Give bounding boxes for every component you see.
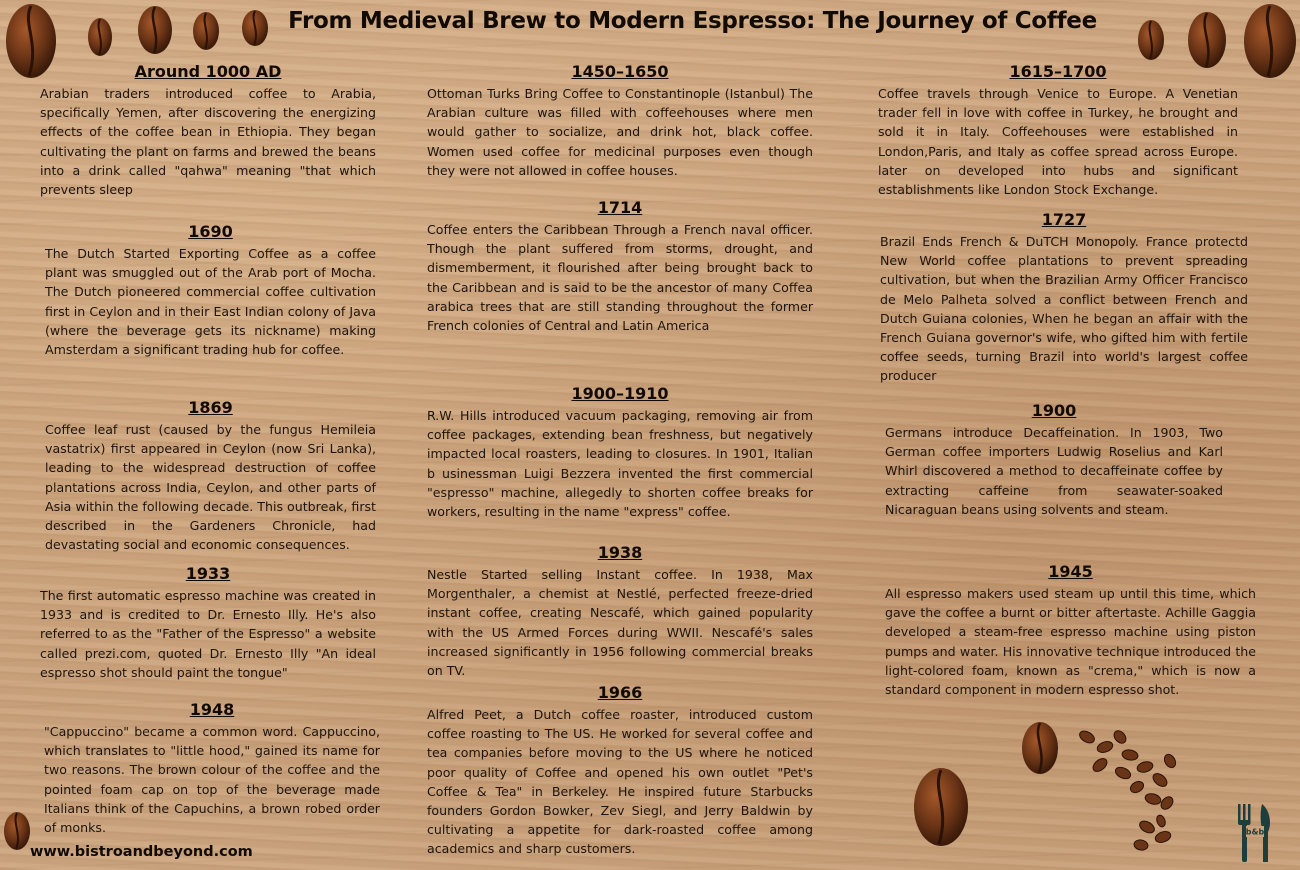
section-body: R.W. Hills introduced vacuum packaging, removing air from coffee packages, extending bean freshness, but negatively impacted local roasters, leading to closures. In 1901, Italian b usinessman Luigi Bezzera invented the first commercial "espresso" machine, allegedly to shorten coffee breaks for workers, resulting in the name "express" coffee.: [427, 408, 813, 520]
coffee-bean-icon: [2, 810, 32, 852]
coffee-bean-icon: [1075, 725, 1185, 855]
section-body: All espresso makers used steam up until this time, which gave the coffee a burnt or bitter aftertaste. Achille Gaggia developed a steam-free espresso machine using piston pumps and water. His innovative technique introduced the light-colored foam, known as "crema," which is now a standard component in modern espresso shot.: [885, 586, 1256, 698]
section-heading: 1938: [597, 543, 643, 562]
section-heading: 1948: [189, 700, 235, 719]
section-body: Alfred Peet, a Dutch coffee roaster, introduced custom coffee roasting to The US. He worked for several coffee and tea companies before moving to the US where he noticed poor quality of Coffee and opened his own outlet "Pet's Coffee & Tea" in Berkeley. He inspired future Starbucks founders Gordon Bowker, Zev Siegl, and Jerry Baldwin by cultivating a appetite for dark-roasted coffee among academics and sharp customers.: [427, 707, 813, 857]
timeline-section-1966: [427, 683, 813, 859]
section-heading: 1615–1700: [1009, 62, 1107, 81]
section-heading: 1900: [1031, 401, 1077, 420]
coffee-bean-icon: [86, 16, 114, 58]
timeline-section-1000: [40, 62, 376, 199]
timeline-section-1948: [44, 700, 380, 837]
coffee-bean-icon: [136, 4, 174, 56]
coffee-bean-icon: [191, 10, 221, 52]
timeline-section-1900: [885, 401, 1223, 519]
section-heading: 1933: [185, 564, 231, 583]
section-heading: 1690: [188, 222, 233, 241]
coffee-bean-icon: [1136, 18, 1166, 62]
timeline-section-1615: [878, 62, 1238, 199]
section-body: Coffee travels through Venice to Europe. A Venetian trader fell in love with coffee in Turkey, he brought and sold it in Italy. Coffeehouses were established in London,Paris, and Italy as coffee spread across Europe. later on developed into hubs and significant establishments like London Stock Exchange.: [878, 86, 1238, 198]
section-heading: 1900–1910: [571, 384, 669, 403]
section-body: Brazil Ends French & DuTCH Monopoly. France protectd New World coffee plantations to prevent spreading cultivation, but when the Brazilian Army Officer Francisco de Melo Palheta solved a conflict between French and Dutch Guiana colonies, When he began an affair with the French Guiana governor's wife, who gifted him with fertile coffee seeds, turning Brazil into world's largest coffee producer: [880, 234, 1248, 384]
section-body: The Dutch Started Exporting Coffee as a coffee plant was smuggled out of the Arab port of Mocha. The Dutch pioneered commercial coffee cultivation first in Ceylon and in their East Indian colony of Java (where the beverage gets its nickname) making Amsterdam a significant trading hub for coffee.: [45, 246, 376, 358]
section-body: "Cappuccino" became a common word. Cappuccino, which translates to "little hood," gained its name for two reasons. The brown colour of the coffee and the pointed foam cap on top of the beverage made Italians think of the Capuchins, a brown robed order of monks.: [44, 724, 380, 836]
section-heading: 1450–1650: [571, 62, 669, 81]
section-body: Arabian traders introduced coffee to Arabia, specifically Yemen, after discovering the energizing effects of the coffee bean in Ethiopia. They began cultivating the plant on farms and brewed the beans into a drink called "qahwa" meaning "that which prevents sleep: [40, 86, 376, 198]
website-footer: www.bistroandbeyond.com: [30, 844, 253, 860]
timeline-section-1900-1910: [427, 384, 813, 521]
timeline-section-1727: [880, 210, 1248, 386]
timeline-section-1869: [45, 398, 376, 554]
section-heading: Around 1000 AD: [134, 62, 282, 81]
timeline-section-1945: [885, 562, 1256, 699]
section-body: Ottoman Turks Bring Coffee to Constantinople (Istanbul) The Arabian culture was filled with coffeehouses where men would gather to socialize, and drink hot, black coffee. Women used coffee for medicinal purposes even though they were not allowed in coffee houses.: [427, 86, 813, 178]
timeline-section-1933: [40, 564, 376, 682]
section-body: Coffee enters the Caribbean Through a French naval officer. Though the plant suffered from storms, drought, and dismemberment, it flourished after being brought back to the Caribbean and is said to be the ancestor of many Coffea arabica trees that are still standing throughout the former French colonies of Central and Latin America: [427, 222, 813, 334]
coffee-bean-icon: [1242, 2, 1298, 80]
section-heading: 1714: [597, 198, 643, 217]
coffee-bean-icon: [1186, 10, 1228, 70]
coffee-bean-icon: [1020, 720, 1060, 776]
section-heading: 1945: [1048, 562, 1093, 581]
section-body: Nestle Started selling Instant coffee. In 1938, Max Morgenthaler, a chemist at Nestlé, perfected freeze-dried instant coffee, creating Nescafé, which gained popularity with the US Armed Forces during WWII. Nescafé's sales increased significantly in 1956 following commercial breaks on TV.: [427, 567, 813, 679]
section-body: Coffee leaf rust (caused by the fungus Hemileia vastatrix) first appeared in Ceylon (now Sri Lanka), leading to the widespread destruction of coffee plantations across India, Ceylon, and other parts of Asia within the following decade. This outbreak, first described in the Gardeners Chronicle, had devastating social and economic consequences.: [45, 422, 376, 553]
fork-knife-logo-icon: [1232, 800, 1278, 864]
timeline-section-1938: [427, 543, 813, 680]
timeline-section-1690: [45, 222, 376, 359]
timeline-section-1714: [427, 198, 813, 335]
section-body: The first automatic espresso machine was created in 1933 and is credited to Dr. Ernesto Illy. He's also referred to as the "Father of the Espresso" a website called prezi.com, quoted Dr. Ernesto Illy "An ideal espresso shot should paint the tongue": [40, 588, 376, 680]
page-title: From Medieval Brew to Modern Espresso: The Journey of Coffee: [288, 8, 1097, 34]
section-heading: 1727: [1041, 210, 1087, 229]
logo-text: b&b: [1245, 827, 1265, 837]
section-body: Germans introduce Decaffeination. In 1903, Two German coffee importers Ludwig Roselius and Karl Whirl discovered a method to decaffeinate coffee by extracting caffeine from seawater-soaked Nicaraguan beans using solvents and steam.: [885, 425, 1223, 517]
section-heading: 1966: [597, 683, 643, 702]
section-heading: 1869: [188, 398, 233, 417]
coffee-bean-icon: [912, 766, 970, 848]
timeline-section-1450: [427, 62, 813, 180]
